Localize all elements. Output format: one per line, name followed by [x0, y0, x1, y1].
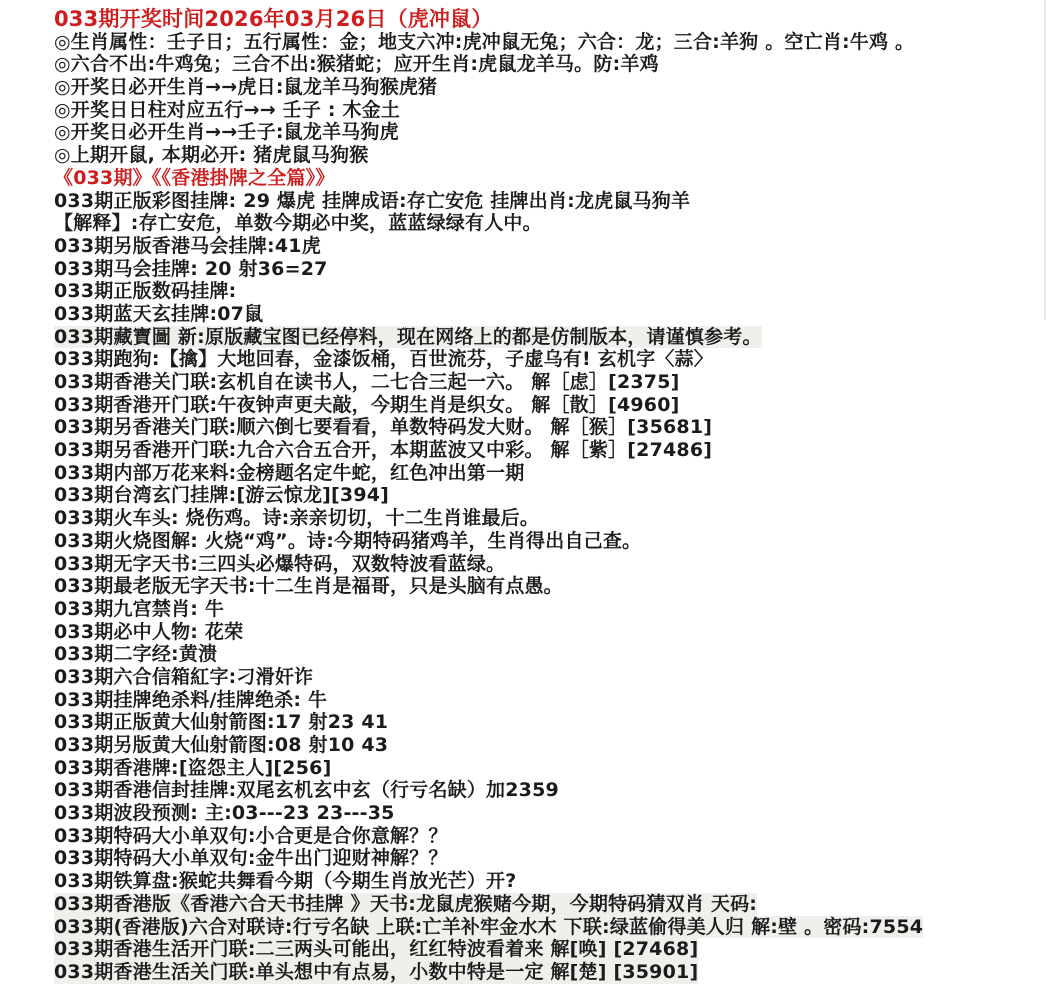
- scan-edge-artifact: [1044, 0, 1046, 320]
- doc-line-size-oddeven-phrase-2: 033期特码大小单双句:金牛出门迎财神解？？: [54, 847, 448, 870]
- doc-line-two-word-classic: 033期二字经:黄溃: [54, 643, 218, 666]
- doc-line-couplet-poem: 033期(香港版)六合对联诗:行亏名缺 上联:亡羊补牢金水木 下联:绿蓝偷得美人归 解:壁 。密码:7554: [54, 915, 924, 938]
- doc-line-official-guapai: 033期正版彩图挂牌: 29 爆虎 挂牌成语:存亡安危 挂牌出肖:龙虎鼠马狗羊: [54, 189, 691, 212]
- draw-time-title: [54, 8, 1048, 31]
- doc-line-locomotive: 033期火车头: 烧伤鸡。诗:亲亲切切，十二生肖谁最后。: [54, 507, 540, 530]
- document-page: [54, 8, 1048, 984]
- doc-line-zodiac-attributes: ◎生肖属性：壬子日；五行属性：金；地支六冲:虎冲鼠无兔；六合：龙；三合:羊狗 。空亡肖:牛鸡 。: [54, 30, 915, 53]
- doc-line-day-pillar-elements: ◎开奖日日柱对应五行→→ 壬子 : 木金土: [54, 98, 401, 121]
- doc-line-treasure-map-notice: 033期藏寶圖 新:原版藏宝图已经停料，现在网络上的都是仿制版本，请谨慎参考。: [54, 325, 762, 348]
- doc-line-last-period: ◎上期开鼠, 本期必开: 猪虎鼠马狗猴: [54, 144, 369, 167]
- doc-line-huangdaxian-arrow-official: 033期正版黄大仙射箭图:17 射23 41: [54, 711, 389, 734]
- doc-line-huangdaxian-arrow-alt: 033期另版黄大仙射箭图:08 射10 43: [54, 734, 389, 756]
- doc-line-heaven-book-guapai: 033期香港版《香港六合天书挂牌 》天书:龙鼠虎猴赌今期，今期特码猜双肖 天码:: [54, 892, 758, 915]
- doc-line-internal-wanhua: 033期内部万花来料:金榜题名定牛蛇，红色冲出第一期: [54, 461, 525, 484]
- doc-line-iron-abacus: 033期铁算盘:猴蛇共舞看今期（今期生肖放光芒）开?: [54, 870, 517, 893]
- doc-line-wordless-book: 033期无字天书:三四头必爆特码，双数特波看蓝绿。: [54, 552, 506, 575]
- doc-line-hk-life-closing-couplet: 033期香港生活关门联:单头想中有点易，小数中特是一定 解[楚] [35901]: [54, 960, 699, 983]
- doc-line-alt-hk-jockey-guapai: 033期另版香港马会挂牌:41虎: [54, 234, 321, 257]
- doc-line-explanation: 【解释】:存亡安危，单数今期必中奖，蓝蓝绿绿有人中。: [54, 212, 542, 235]
- doc-line-liuhe-exclusions: ◎六合不出:牛鸡兔；三合不出:猴猪蛇；应开生肖:虎鼠龙羊马。防:羊鸡: [54, 53, 659, 76]
- doc-line-mustopen-renzi: ◎开奖日必开生肖→→壬子:鼠龙羊马狗虎: [54, 121, 399, 144]
- doc-line-band-forecast: 033期波段预测: 主:03---23 23---35: [54, 802, 395, 825]
- doc-line-mustopen-tiger-day: ◎开奖日必开生肖→→虎日:鼠龙羊马狗猴虎猪: [54, 76, 438, 99]
- guapai-section-title-text: 《033期》《《香港掛牌之全篇》》: [54, 166, 335, 189]
- doc-line-hk-card: 033期香港牌:[盗怨主人][256]: [54, 756, 332, 779]
- doc-line-alt-hk-closing-couplet: 033期另香港关门联:顺六倒七要看看，单数特码发大财。 解［猴］[35681]: [54, 416, 713, 439]
- doc-line-digital-guapai: 033期正版数码挂牌:: [54, 280, 237, 303]
- draw-time-title-text: 033期开奖时间2026年03月26日（虎冲鼠）: [54, 7, 493, 31]
- guapai-section-title: [54, 167, 1048, 190]
- doc-line-alt-hk-opening-couplet: 033期另香港开门联:九合六合五合开，本期蓝波又中彩。 解［紫］[27486]: [54, 439, 713, 462]
- doc-line-taiwan-xuanmen-guapai: 033期台湾玄门挂牌:[游云惊龙][394]: [54, 484, 390, 507]
- doc-line-must-hit-figure: 033期必中人物: 花荣: [54, 620, 244, 643]
- doc-line-paogou: 033期跑狗:【擒】大地回春，金漆饭桶，百世流芬，子虚乌有! 玄机字〈蒜〉: [54, 348, 713, 371]
- doc-line-guapai-kill: 033期挂牌绝杀料/挂牌绝杀: 牛: [54, 688, 328, 711]
- doc-line-hk-life-opening-couplet: 033期香港生活开门联:二三两头可能出，红红特波看着来 解[唤] [27468]: [54, 938, 699, 961]
- doc-line-lantianxuan-guapai: 033期蓝天玄挂牌:07鼠: [54, 302, 264, 325]
- doc-line-jockey-guapai: 033期马会挂牌: 20 射36=27: [54, 257, 328, 280]
- doc-line-jiugong-forbidden: 033期九宫禁肖: 牛: [54, 597, 225, 620]
- doc-line-size-oddeven-phrase-1: 033期特码大小单双句:小合更是合你意解？？: [54, 824, 448, 847]
- doc-line-oldest-wordless-book: 033期最老版无字天书:十二生肖是福哥，只是头脑有点愚。: [54, 575, 563, 598]
- doc-line-mailbox-red-words: 033期六合信箱紅字:刁滑奸诈: [54, 665, 314, 688]
- doc-line-fire-diagram: 033期火烧图解: 火烧“鸡”。诗:今期特码猪鸡羊，生肖得出自己查。: [54, 529, 642, 552]
- doc-line-hk-envelope-guapai: 033期香港信封挂牌:双尾玄机玄中玄（行亏名缺）加2359: [54, 779, 559, 802]
- doc-line-hk-opening-couplet: 033期香港开门联:午夜钟声更夫敲，今期生肖是织女。 解［散］[4960]: [54, 393, 680, 416]
- doc-line-hk-closing-couplet: 033期香港关门联:玄机自在读书人，二七合三起一六。 解［虑］[2375]: [54, 371, 680, 393]
